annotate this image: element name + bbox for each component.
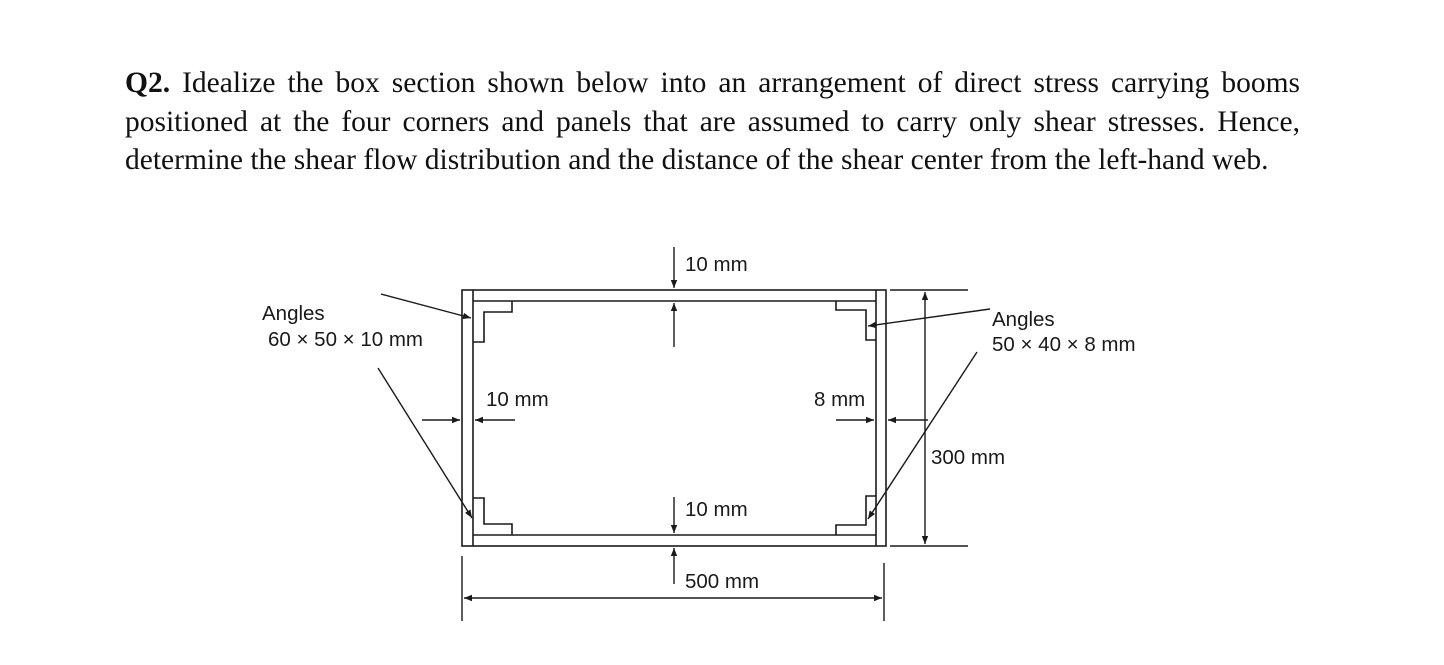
depth-label: 300 mm xyxy=(931,446,1006,469)
right-angles-size: 50 × 40 × 8 mm xyxy=(992,333,1136,356)
question-body: Idealize the box section shown below into an arrangement of direct stress carrying booms positioned at the four corners and panels that are assumed to carry only shear stresses. Hence, determine the shear flow distribution and the distance of the shear center from the left-hand web. xyxy=(125,67,1300,176)
right-angles-title: Angles xyxy=(992,308,1055,331)
left-angles-size: 60 × 50 × 10 mm xyxy=(268,328,423,351)
bottom-left-angle xyxy=(473,498,512,535)
bottom-flange-thickness-label: 10 mm xyxy=(685,498,748,521)
width-label: 500 mm xyxy=(685,570,760,593)
top-left-angle xyxy=(473,301,512,342)
depth-dimension xyxy=(890,290,968,546)
top-flange-thickness-label: 10 mm xyxy=(685,253,748,276)
width-dimension xyxy=(462,556,884,621)
top-right-angle xyxy=(836,301,876,340)
left-web-thickness-label: 10 mm xyxy=(486,388,549,411)
left-angles-title: Angles xyxy=(262,302,325,325)
right-web-thickness-label: 8 mm xyxy=(814,388,866,411)
question-number: Q2. xyxy=(125,67,171,99)
